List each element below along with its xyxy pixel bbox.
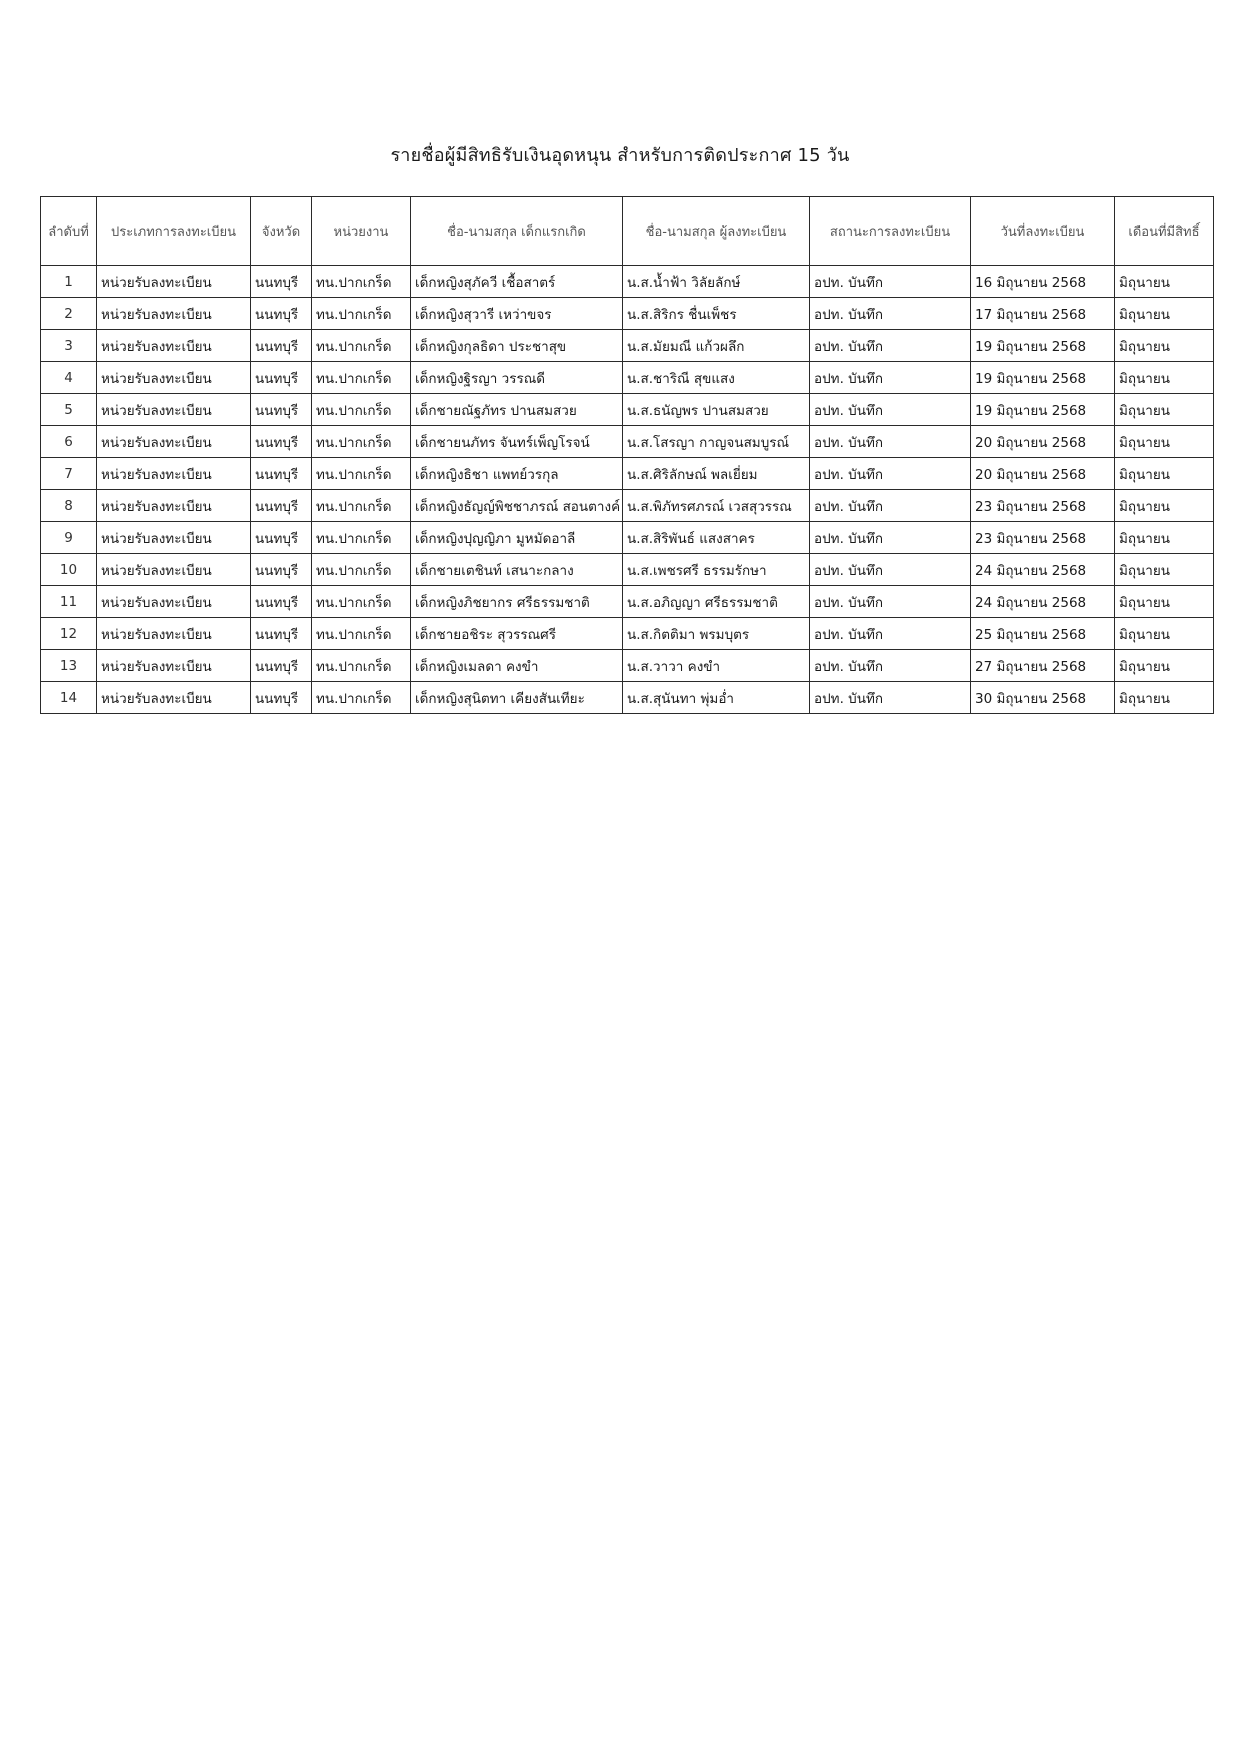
order-cell: 9 — [41, 522, 97, 554]
status-cell: อปท. บันทึก — [810, 330, 971, 362]
order-cell: 2 — [41, 298, 97, 330]
agency-cell: ทน.ปากเกร็ด — [312, 682, 411, 714]
child-name-cell: เด็กหญิงสุวารี เหว่าขจร — [411, 298, 623, 330]
registrant-name-cell: น.ส.อภิญญา ศรีธรรมชาติ — [623, 586, 810, 618]
agency-cell: ทน.ปากเกร็ด — [312, 394, 411, 426]
agency-cell: ทน.ปากเกร็ด — [312, 554, 411, 586]
registration-type-cell: หน่วยรับลงทะเบียน — [97, 394, 251, 426]
order-cell: 11 — [41, 586, 97, 618]
table-row — [41, 650, 1214, 682]
registration-date-cell: 23 มิถุนายน 2568 — [971, 490, 1115, 522]
registration-date-cell: 30 มิถุนายน 2568 — [971, 682, 1115, 714]
child-name-cell: เด็กชายเตชินท์ เสนาะกลาง — [411, 554, 623, 586]
table-row — [41, 490, 1214, 522]
status-cell: อปท. บันทึก — [810, 554, 971, 586]
status-cell: อปท. บันทึก — [810, 586, 971, 618]
order-cell: 6 — [41, 426, 97, 458]
registration-date-cell: 19 มิถุนายน 2568 — [971, 330, 1115, 362]
child-name-cell: เด็กหญิงกุลธิดา ประชาสุข — [411, 330, 623, 362]
province-cell: นนทบุรี — [251, 362, 312, 394]
status-cell: อปท. บันทึก — [810, 682, 971, 714]
registration-date-cell: 24 มิถุนายน 2568 — [971, 586, 1115, 618]
table-row — [41, 682, 1214, 714]
registration-date-cell: 23 มิถุนายน 2568 — [971, 522, 1115, 554]
province-cell: นนทบุรี — [251, 394, 312, 426]
registration-type-cell: หน่วยรับลงทะเบียน — [97, 554, 251, 586]
status-cell: อปท. บันทึก — [810, 618, 971, 650]
header-cell-date: วันที่ลงทะเบียน — [971, 197, 1115, 266]
status-cell: อปท. บันทึก — [810, 426, 971, 458]
child-name-cell: เด็กหญิงฐิรญา วรรณดี — [411, 362, 623, 394]
registration-type-cell: หน่วยรับลงทะเบียน — [97, 458, 251, 490]
child-name-cell: เด็กชายณัฐภัทร ปานสมสวย — [411, 394, 623, 426]
province-cell: นนทบุรี — [251, 298, 312, 330]
registration-date-cell: 19 มิถุนายน 2568 — [971, 394, 1115, 426]
header-cell-province: จังหวัด — [251, 197, 312, 266]
order-cell: 4 — [41, 362, 97, 394]
status-cell: อปท. บันทึก — [810, 394, 971, 426]
registrant-name-cell: น.ส.ศิริลักษณ์ พลเยี่ยม — [623, 458, 810, 490]
registrant-name-cell: น.ส.กิตติมา พรมบุตร — [623, 618, 810, 650]
document-title: รายชื่อผู้มีสิทธิรับเงินอุดหนุน สำหรับการติดประกาศ 15 วัน — [390, 145, 850, 166]
status-cell: อปท. บันทึก — [810, 522, 971, 554]
registrant-name-cell: น.ส.วาวา คงขำ — [623, 650, 810, 682]
agency-cell: ทน.ปากเกร็ด — [312, 490, 411, 522]
province-cell: นนทบุรี — [251, 522, 312, 554]
registration-date-cell: 16 มิถุนายน 2568 — [971, 266, 1115, 298]
table-row — [41, 586, 1214, 618]
child-name-cell: เด็กชายอชิระ สุวรรณศรี — [411, 618, 623, 650]
order-cell: 7 — [41, 458, 97, 490]
province-cell: นนทบุรี — [251, 490, 312, 522]
registration-type-cell: หน่วยรับลงทะเบียน — [97, 330, 251, 362]
agency-cell: ทน.ปากเกร็ด — [312, 426, 411, 458]
agency-cell: ทน.ปากเกร็ด — [312, 586, 411, 618]
registration-type-cell: หน่วยรับลงทะเบียน — [97, 426, 251, 458]
status-cell: อปท. บันทึก — [810, 362, 971, 394]
eligible-month-cell: มิถุนายน — [1115, 394, 1214, 426]
order-cell: 10 — [41, 554, 97, 586]
child-name-cell: เด็กหญิงธิชา แพทย์วรกุล — [411, 458, 623, 490]
eligible-month-cell: มิถุนายน — [1115, 362, 1214, 394]
table-row — [41, 394, 1214, 426]
registrant-name-cell: น.ส.โสรญา กาญจนสมบูรณ์ — [623, 426, 810, 458]
eligible-month-cell: มิถุนายน — [1115, 682, 1214, 714]
order-cell: 13 — [41, 650, 97, 682]
order-cell: 14 — [41, 682, 97, 714]
table-row — [41, 298, 1214, 330]
order-cell: 3 — [41, 330, 97, 362]
agency-cell: ทน.ปากเกร็ด — [312, 362, 411, 394]
table-row — [41, 266, 1214, 298]
table-row — [41, 458, 1214, 490]
eligible-month-cell: มิถุนายน — [1115, 522, 1214, 554]
eligible-month-cell: มิถุนายน — [1115, 586, 1214, 618]
table-row — [41, 522, 1214, 554]
registration-date-cell: 20 มิถุนายน 2568 — [971, 458, 1115, 490]
registration-date-cell: 19 มิถุนายน 2568 — [971, 362, 1115, 394]
registrant-name-cell: น.ส.น้ำฟ้า วิลัยลักษ์ — [623, 266, 810, 298]
registrant-name-cell: น.ส.ชาริณี สุขแสง — [623, 362, 810, 394]
table-header-row — [41, 197, 1214, 266]
header-cell-order: ลำดับที่ — [41, 197, 97, 266]
registration-date-cell: 17 มิถุนายน 2568 — [971, 298, 1115, 330]
registration-date-cell: 24 มิถุนายน 2568 — [971, 554, 1115, 586]
header-cell-agency: หน่วยงาน — [312, 197, 411, 266]
agency-cell: ทน.ปากเกร็ด — [312, 266, 411, 298]
registration-type-cell: หน่วยรับลงทะเบียน — [97, 298, 251, 330]
header-cell-registrant-name: ชื่อ-นามสกุล ผู้ลงทะเบียน — [623, 197, 810, 266]
header-cell-registration-type: ประเภทการลงทะเบียน — [97, 197, 251, 266]
table-body — [41, 266, 1214, 714]
order-cell: 5 — [41, 394, 97, 426]
registration-type-cell: หน่วยรับลงทะเบียน — [97, 522, 251, 554]
child-name-cell: เด็กหญิงสุภัควี เชื้อสาตร์ — [411, 266, 623, 298]
eligible-month-cell: มิถุนายน — [1115, 330, 1214, 362]
status-cell: อปท. บันทึก — [810, 458, 971, 490]
registration-type-cell: หน่วยรับลงทะเบียน — [97, 490, 251, 522]
province-cell: นนทบุรี — [251, 618, 312, 650]
table-row — [41, 426, 1214, 458]
registration-date-cell: 27 มิถุนายน 2568 — [971, 650, 1115, 682]
header-cell-eligible-month: เดือนที่มีสิทธิ์ — [1115, 197, 1214, 266]
province-cell: นนทบุรี — [251, 682, 312, 714]
order-cell: 1 — [41, 266, 97, 298]
child-name-cell: เด็กหญิงเมลดา คงขำ — [411, 650, 623, 682]
beneficiary-table — [40, 196, 1214, 714]
registrant-name-cell: น.ส.สุนันทา พุ่มอ่ำ — [623, 682, 810, 714]
province-cell: นนทบุรี — [251, 458, 312, 490]
child-name-cell: เด็กชายนภัทร จันทร์เพ็ญโรจน์ — [411, 426, 623, 458]
table-row — [41, 554, 1214, 586]
agency-cell: ทน.ปากเกร็ด — [312, 522, 411, 554]
registration-type-cell: หน่วยรับลงทะเบียน — [97, 362, 251, 394]
eligible-month-cell: มิถุนายน — [1115, 650, 1214, 682]
province-cell: นนทบุรี — [251, 554, 312, 586]
status-cell: อปท. บันทึก — [810, 650, 971, 682]
order-cell: 12 — [41, 618, 97, 650]
registrant-name-cell: น.ส.สิริกร ชื่นเพ็ชร — [623, 298, 810, 330]
registrant-name-cell: น.ส.พิภัทรศภรณ์ เวสสุวรรณ — [623, 490, 810, 522]
province-cell: นนทบุรี — [251, 650, 312, 682]
registration-type-cell: หน่วยรับลงทะเบียน — [97, 682, 251, 714]
registration-type-cell: หน่วยรับลงทะเบียน — [97, 650, 251, 682]
agency-cell: ทน.ปากเกร็ด — [312, 330, 411, 362]
agency-cell: ทน.ปากเกร็ด — [312, 650, 411, 682]
agency-cell: ทน.ปากเกร็ด — [312, 618, 411, 650]
table-row — [41, 618, 1214, 650]
registrant-name-cell: น.ส.ธนัญพร ปานสมสวย — [623, 394, 810, 426]
eligible-month-cell: มิถุนายน — [1115, 490, 1214, 522]
province-cell: นนทบุรี — [251, 426, 312, 458]
registrant-name-cell: น.ส.สิริพันธ์ แสงสาคร — [623, 522, 810, 554]
status-cell: อปท. บันทึก — [810, 266, 971, 298]
status-cell: อปท. บันทึก — [810, 490, 971, 522]
child-name-cell: เด็กหญิงธัญญ์พิชชาภรณ์ สอนตางค์ — [411, 490, 623, 522]
child-name-cell: เด็กหญิงปุญญิภา มูหมัดอาลี — [411, 522, 623, 554]
agency-cell: ทน.ปากเกร็ด — [312, 298, 411, 330]
registrant-name-cell: น.ส.มัยมณี แก้วผลึก — [623, 330, 810, 362]
order-cell: 8 — [41, 490, 97, 522]
registration-type-cell: หน่วยรับลงทะเบียน — [97, 266, 251, 298]
eligible-month-cell: มิถุนายน — [1115, 618, 1214, 650]
status-cell: อปท. บันทึก — [810, 298, 971, 330]
province-cell: นนทบุรี — [251, 330, 312, 362]
registration-type-cell: หน่วยรับลงทะเบียน — [97, 586, 251, 618]
agency-cell: ทน.ปากเกร็ด — [312, 458, 411, 490]
eligible-month-cell: มิถุนายน — [1115, 554, 1214, 586]
eligible-month-cell: มิถุนายน — [1115, 458, 1214, 490]
table-row — [41, 362, 1214, 394]
registrant-name-cell: น.ส.เพชรศรี ธรรมรักษา — [623, 554, 810, 586]
child-name-cell: เด็กหญิงภิชยากร ศรีธรรมชาติ — [411, 586, 623, 618]
registration-date-cell: 25 มิถุนายน 2568 — [971, 618, 1115, 650]
child-name-cell: เด็กหญิงสุนิตทา เคียงสันเทียะ — [411, 682, 623, 714]
province-cell: นนทบุรี — [251, 266, 312, 298]
registration-type-cell: หน่วยรับลงทะเบียน — [97, 618, 251, 650]
table-row — [41, 330, 1214, 362]
registration-date-cell: 20 มิถุนายน 2568 — [971, 426, 1115, 458]
eligible-month-cell: มิถุนายน — [1115, 298, 1214, 330]
header-cell-child-name: ชื่อ-นามสกุล เด็กแรกเกิด — [411, 197, 623, 266]
eligible-month-cell: มิถุนายน — [1115, 266, 1214, 298]
eligible-month-cell: มิถุนายน — [1115, 426, 1214, 458]
province-cell: นนทบุรี — [251, 586, 312, 618]
header-cell-status: สถานะการลงทะเบียน — [810, 197, 971, 266]
